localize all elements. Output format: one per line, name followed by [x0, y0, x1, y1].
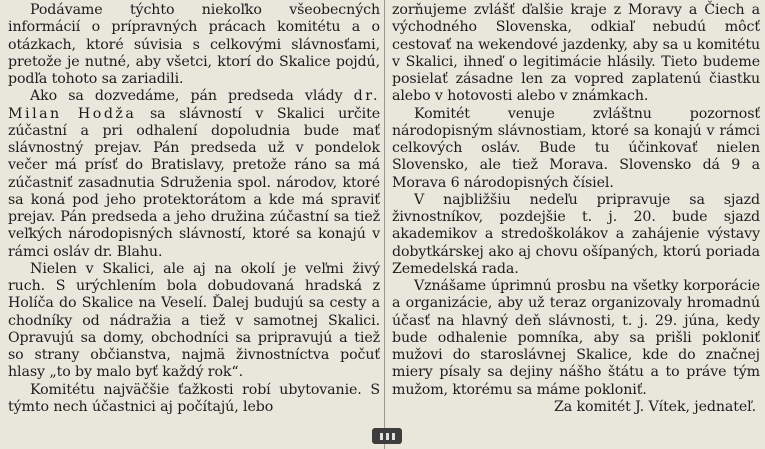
paragraph-hodza: [8, 88, 380, 261]
paragraph-appeal: Vznášame úprimnú prosbu na všetky korporácie a organizácie, aby už teraz organizovaly hromadnú účasť na hlavný deň slávnosti, t. j. 29. júna, kedy bude odhalenie pomníka, aby sa prišli pokloniť mužovi do staroslávnej Skalice, kde do značnej miery písaly sa dejiny nášho štátu a to práve tým mužom, ktorému sa máme pokloniť.: [392, 278, 760, 398]
paragraph-congresses: V najbližšiu nedeľu pripravuje sa sjazd živnostníkov, pozdejšie t. j. 20. bude sjazd akademikov a stredoškolákov a zahájenie výstavy dobytkárskej ako aj chovu ošípaných, ktorú poriada Zemedelská rada.: [392, 191, 760, 277]
paragraph-intro: Podávame týchto niekoľko všeobecných informácií o prípravných prácach komitétu a o otázkach, ktoré súvisia s celkovými slávnosťami, pretože je nutné, aby všetci, ktorí do Skalice pojdú, podľa tohoto sa zariadili.: [8, 2, 380, 87]
nav-dot-icon: [386, 433, 389, 440]
nav-dot-icon: [380, 433, 383, 440]
paragraph-hodza-start: Ako sa dozvedáme, pán predseda vlády: [30, 88, 343, 105]
nav-dot-icon: [392, 433, 395, 440]
column-divider: [384, 0, 385, 449]
signature: Za komitét J. Vítek, jednateľ.: [554, 398, 756, 415]
paragraph-legitimation: zorňujeme zvlášť ďalšie kraje z Moravy a Čiech a východného Slovenska, odkiaľ nebudú môcť cestovať na wekendové jazdenky, aby sa u komitétu v Skalici, ihneď o legitimácie hlásily. Tieto budeme posielať zásadne len za vopred zaplatenú čiastku alebo v hotovosti alebo v známkach.: [392, 2, 760, 105]
page-nav-handle[interactable]: [372, 428, 402, 444]
left-column: [8, 2, 380, 416]
paragraph-accommodation: Komitétu najväčšie ťažkosti robí ubytovanie. S týmto nech účastnici aj počítajú, lebo: [8, 381, 380, 415]
person-name: dr. Milan Hodža: [8, 88, 380, 122]
paragraph-folk-festival: Komitét venuje zvláštnu pozornosť národopisným slávnostiam, ktoré sa konajú v rámci celkových osláv. Bude tu účinkovať nielen Slovensko, ale tiež Morava. Slovensko dá 9 a Morava 6 národopisných čísiel.: [392, 105, 760, 191]
right-column: [392, 2, 760, 416]
paragraph-preparations: Nielen v Skalici, ale aj na okolí je veľmi živý ruch. S urýchlením bola dobudovaná hradská z Holíča do Skalice na Veselí. Ďalej budujú sa cesty a chodníky od nádražia a tiež v samotnej Skalici. Opravujú sa domy, obchodníci sa pripravujú a tiež so strany občianstva, najmä živnostníctva počuť hlasy „to by malo byť každý rok“.: [8, 260, 380, 381]
paragraph-hodza-rest: sa slávností v Skalici určite zúčastní a pri odhalení dopoludnia bude mať slávnostný prejav. Pán predseda už v pondelok večer má prísť do Bratislavy, pretože ráno sa má zúčastniť zasadnutia Sdruženia spol. národov, ktoré sa koná pod jeho protektorátom a kde má spraviť prejav. Pán predseda a jeho družina zúčastní sa tiež veľkých národopisných slávností, ktoré sa konajú v rámci osláv dr. Blahu.: [8, 105, 380, 260]
